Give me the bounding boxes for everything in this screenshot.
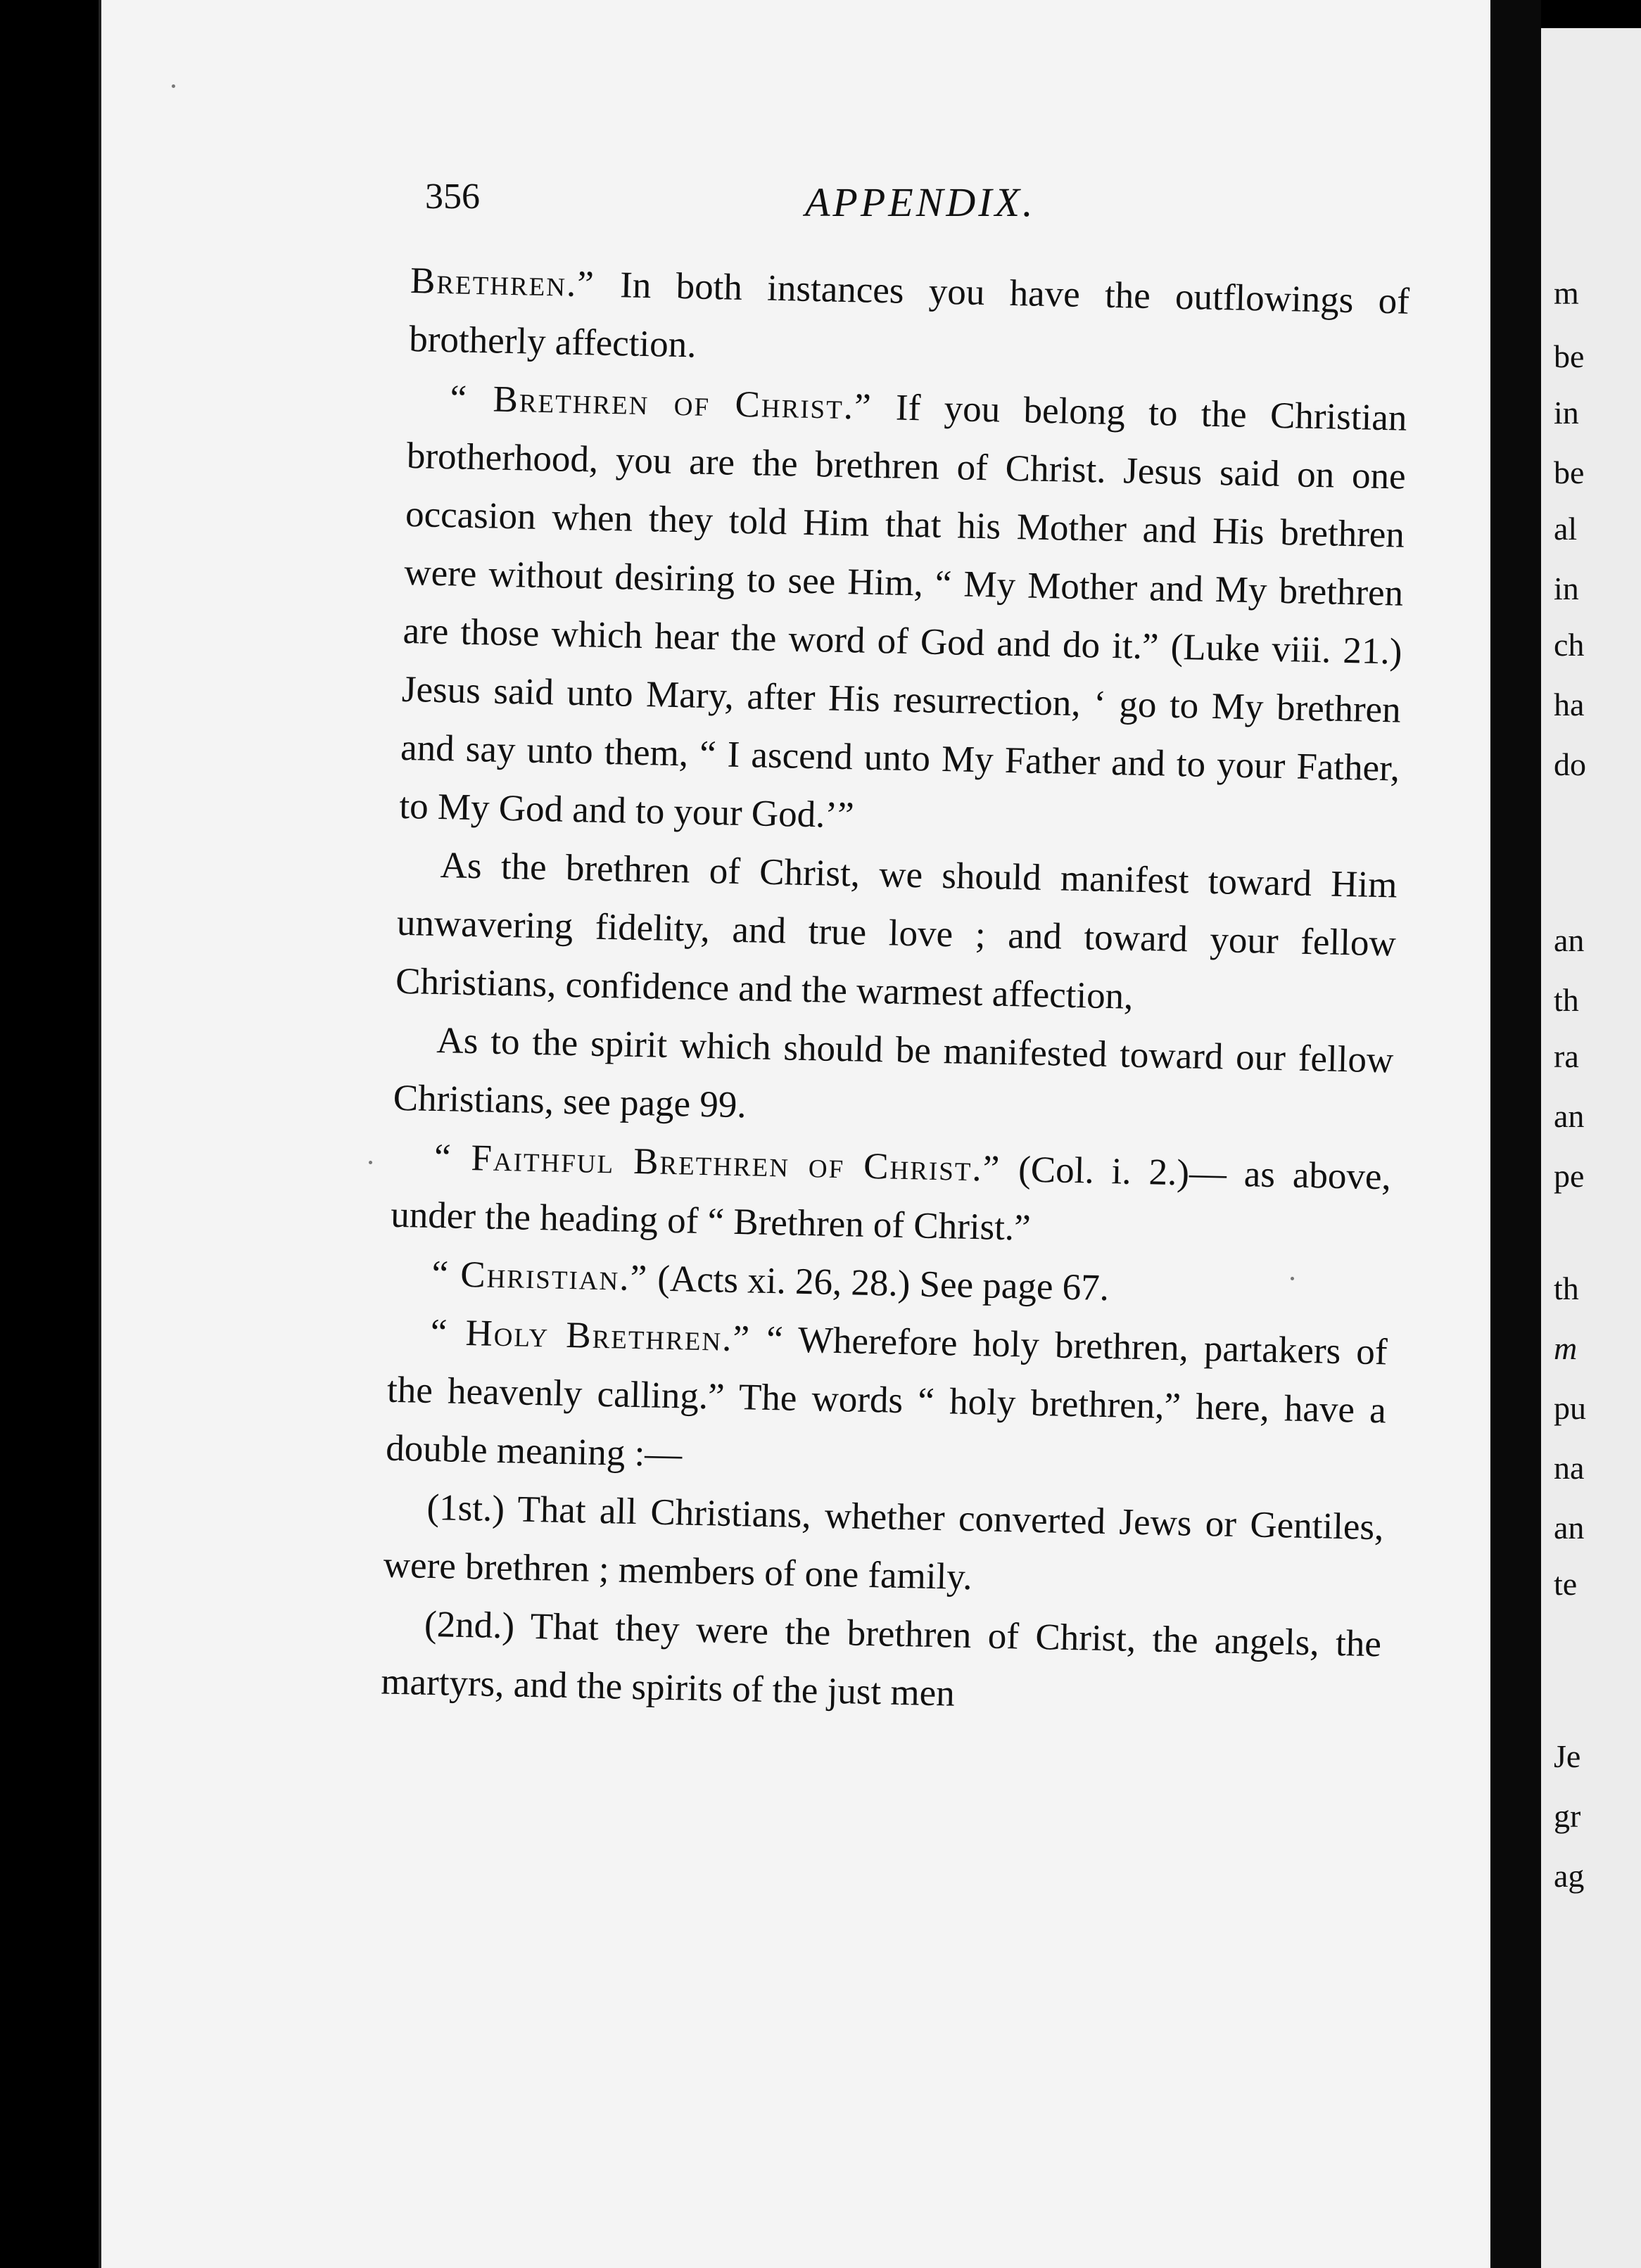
paragraph-text: (2nd.) That they were the brethren of Christ, the angels, the martyrs, and the spirits of the just men	[380, 1603, 1382, 1714]
paragraph-text: (1st.) That all Christians, whether converted Jews or Gentiles, were brethren ; members of one family.	[383, 1486, 1384, 1598]
paragraph-text: “ Wherefore holy brethren, partakers of the heavenly calling.” The words “ holy brethren,” here, have a double meaning :—	[385, 1318, 1388, 1475]
facing-page-fragment: in	[1554, 571, 1579, 606]
running-head	[425, 176, 1410, 232]
facing-page-fragment: ha	[1554, 687, 1585, 722]
facing-page-fragment: Je	[1554, 1738, 1581, 1774]
paragraph-spirit-manifested	[393, 1011, 1394, 1149]
paragraph-text: (Col. i. 2.)— as above, under the heading of “ Brethren of Christ.”	[390, 1148, 1392, 1249]
facing-page-fragment: be	[1554, 338, 1585, 374]
page-gutter	[1490, 0, 1541, 2268]
facing-page-fragment: an	[1554, 1098, 1585, 1134]
facing-page-fragment: th	[1554, 982, 1579, 1018]
term-holy-brethren: “ Holy Brethren.”	[430, 1311, 752, 1360]
facing-page-fragment: na	[1554, 1450, 1585, 1486]
paragraph-brethren-of-christ	[399, 369, 1408, 857]
paragraph-text: As to the spirit which should be manifested toward our fellow Christians, see page 99.	[393, 1020, 1394, 1126]
paper-speck	[172, 84, 175, 88]
paragraph-text: (Acts xi. 26, 28.) See page 67.	[647, 1258, 1110, 1309]
facing-page-edge	[1541, 28, 1641, 2268]
paragraph-manifest-fidelity	[395, 836, 1398, 1032]
facing-page-fragment: m	[1554, 275, 1579, 311]
facing-page-fragment: pe	[1554, 1158, 1585, 1194]
paragraph-text: If you belong to the Christian brotherhood, you are the brethren of Christ. Jesus said on one occasion when they told Him that his Mother and His brethren were without desiring to see Him, “ My Mother and My brethren are those which hear the word of God and do it.” (Luke viii. 21.) Jesus said unto Mary, after His resurrection, ‘ go to My brethren and say unto them, “ I ascend unto My Father and to your Father, to My God and to your God.’”	[398, 386, 1407, 836]
facing-page-fragment: ra	[1554, 1038, 1579, 1074]
paragraph-text: As the brethren of Christ, we should manifest toward Him unwavering fidelity, and true love ; and toward your fellow Christians, confidence and the warmest affection,	[395, 845, 1398, 1017]
paragraph-holy-brethren	[385, 1303, 1388, 1499]
term-brethren: Brethren.”	[410, 260, 596, 305]
book-page	[99, 0, 1499, 2268]
paragraph-faithful-brethren	[390, 1128, 1391, 1266]
facing-page-fragment: m	[1554, 1330, 1578, 1366]
page-header-title: APPENDIX.	[805, 179, 1036, 225]
paragraph-text: In both instances you have the outflowings of brotherly affection.	[408, 264, 1410, 366]
facing-page-fragment: an	[1554, 1510, 1585, 1546]
paragraph-first-meaning	[383, 1478, 1384, 1616]
paper-speck	[369, 1161, 372, 1164]
page-number: 356	[425, 177, 480, 217]
term-brethren-of-christ: “ Brethren of Christ.”	[450, 378, 873, 428]
facing-page-fragment: ch	[1554, 627, 1585, 663]
facing-page-fragment: in	[1554, 395, 1579, 431]
facing-page-fragment: ag	[1554, 1858, 1585, 1894]
facing-page-fragment: be	[1554, 454, 1585, 490]
facing-page-fragment: th	[1554, 1270, 1579, 1306]
term-faithful-brethren-of-christ: “ Faithful Brethren of Christ.”	[433, 1136, 1001, 1190]
paragraph-brethren-continued	[409, 252, 1410, 390]
body-text	[381, 252, 1410, 1732]
facing-page-fragment: do	[1554, 746, 1586, 782]
facing-page-fragment: al	[1554, 511, 1578, 547]
facing-page-fragment: te	[1554, 1566, 1578, 1602]
term-christian: “ Christian.”	[431, 1253, 649, 1299]
paragraph-second-meaning	[381, 1595, 1382, 1733]
facing-page-fragment: gr	[1554, 1798, 1581, 1834]
facing-page-fragment: pu	[1554, 1390, 1586, 1426]
paper-speck	[1291, 1277, 1294, 1280]
facing-page-fragment: an	[1554, 922, 1585, 958]
